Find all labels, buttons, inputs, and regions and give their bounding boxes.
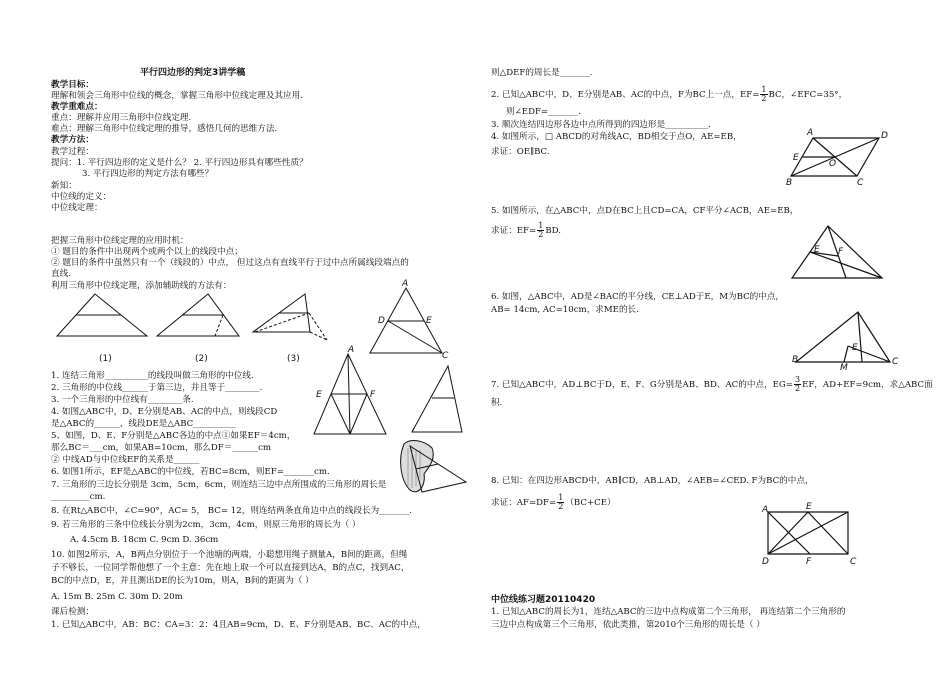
r-exercise-7c: 积. xyxy=(491,398,503,408)
figure-3-caption: (3) xyxy=(287,354,300,364)
exercise-5b: 那么BC＝___cm，如果AB=10cm，那么DF＝______cm xyxy=(51,443,272,453)
page-title: 平行四边形的判定3讲学稿 xyxy=(140,68,246,78)
pond-figure xyxy=(396,438,476,500)
fraction-denominator: 2 xyxy=(761,94,767,103)
aux-line-heading: 利用三角形中位线定理，添加辅助线的方法有： xyxy=(51,281,232,291)
post-test-heading: 课后检测： xyxy=(51,607,94,617)
exercise-7b: _________cm. xyxy=(51,492,106,502)
r-exercise-2 xyxy=(491,86,847,103)
exercise-3: 3. 一个三角形的中位线有________条. xyxy=(51,395,194,405)
fraction-half xyxy=(537,222,544,239)
fraction-numerator: 3 xyxy=(794,375,801,384)
label-a: A xyxy=(807,128,814,138)
r-exercise-7-text-b: EF，AD+EF=9cm，求△ABC面 xyxy=(802,380,933,390)
application-2-cont: 直线. xyxy=(51,269,71,279)
label-o: O xyxy=(829,159,837,169)
figure-2-caption: (2) xyxy=(195,354,208,364)
r-exercise-2c: 则∠EDF=_______. xyxy=(506,107,581,117)
trapezoid-figure xyxy=(760,500,860,574)
new-knowledge-label: 新知： xyxy=(51,181,77,191)
r-exercise-8-text-b: （BC+CE） xyxy=(565,498,616,508)
aux-line-figures xyxy=(55,292,345,362)
fraction-numerator: 1 xyxy=(538,221,544,230)
exercise-5a: 5、如图，D、E、F分别是△ABC各边的中点①如果EF＝4cm， xyxy=(51,431,296,441)
label-f: F xyxy=(370,390,376,400)
r-exercise-2-text: 2. 已知△ABC中，D、E分别是AB、AC的中点，F为BC上一点，EF= xyxy=(491,90,760,100)
r-exercise-7a xyxy=(491,376,933,393)
triangle-bc-figure xyxy=(388,348,468,438)
r-exercise-5a: 5. 如图所示，在△ABC中，点D在BC上且CD=CA，CF平分∠ACB，AE=EB， xyxy=(491,206,799,216)
label-e: E xyxy=(852,343,858,353)
exercise-7a: 7. 三角形的三边长分别是 3cm，5cm，6cm，则连结三边中点所围成的三角形的周长是 xyxy=(51,480,387,490)
label-e: E xyxy=(806,502,812,512)
label-d: D xyxy=(881,131,888,141)
r-exercise-7-text: 7. 已知△ABC中，AD⊥BC于D，E、F、G分别是AB、BD、AC的中点，EG= xyxy=(491,380,793,390)
label-b: B xyxy=(786,178,793,188)
r-exercise-8a: 8. 已知：在四边形ABCD中，AB∥CD，AB⊥AD，∠AEB=∠CED. F为BC的中点， xyxy=(491,476,814,486)
fraction-denominator: 2 xyxy=(538,230,544,239)
exercise-5c: ② 中线AD与中位线EF的关系是______ xyxy=(51,455,200,465)
fraction-numerator: 1 xyxy=(558,493,564,502)
exercise-8: 8. 在Rt△ABC中，∠C=90°，AC= 5， BC= 12，则连结两条直角边中点的线段长为_______. xyxy=(51,506,413,516)
goals-heading: 教学目标： xyxy=(51,80,94,90)
label-c: C xyxy=(857,178,864,188)
r-exercise-4b: 求证：OE∥BC. xyxy=(491,147,550,157)
exercise-2: 2. 三角形的中位线______于第三边，并且等于________. xyxy=(51,383,263,393)
key-point-text: 重点：理解并应用三角形中位线定理. xyxy=(51,113,192,123)
label-a: A xyxy=(348,345,355,355)
r-exercise-3: 3. 顺次连结四边形各边中点所得到的四边形是__________. xyxy=(491,120,711,130)
fraction-numerator: 1 xyxy=(761,85,767,94)
key-points-heading: 教学重难点： xyxy=(51,102,103,112)
fraction-half xyxy=(557,494,564,511)
exercise-9: 9. 若三角形的三条中位线长分别为2cm，3cm，4cm，则原三角形的周长为（ ） xyxy=(51,520,361,530)
post-test-1: 1. 已知△ABC中，AB：BC：CA=3：2：4且AB=9cm，D、E、F分别是AB、BC、AC的中点， xyxy=(51,620,426,630)
r-exercise-5-text-b: BD. xyxy=(545,226,561,236)
practice-title: 中位线练习题20110420 xyxy=(491,595,596,605)
practice-1a: 1. 已知△ABC的周长为1，连结△ABC的三边中点构成第二个三角形， 再连结第二个三角形的 xyxy=(491,607,846,617)
label-d: D xyxy=(378,316,385,326)
application-heading: 把握三角形中位线定理的应用时机： xyxy=(51,236,189,246)
triangle-def-figure xyxy=(310,346,390,440)
parallelogram-figure xyxy=(785,128,890,188)
angle-bisector-figure xyxy=(790,308,900,373)
goals-text: 理解和领会三角形中位线的概念，掌握三角形中位线定理及其应用. xyxy=(51,91,303,101)
exercise-10-options: A. 15m B. 25m C. 30m D. 20m xyxy=(51,592,183,602)
r-exercise-4a: 4. 如图所示，□ ABCD的对角线AC，BD相交于点O，AE=EB， xyxy=(491,132,742,142)
label-c: C xyxy=(442,351,449,361)
process-label: 教学过程： xyxy=(51,147,94,157)
method-heading: 教学方法： xyxy=(51,135,94,145)
figure-1-triangle xyxy=(57,294,147,336)
label-d: D xyxy=(762,557,769,567)
definition-label: 中位线的定义： xyxy=(51,192,112,202)
fraction-denominator: 2 xyxy=(794,384,801,393)
exercise-1: 1. 连结三角形__________的线段叫做三角形的中位线. xyxy=(51,371,254,381)
label-m: M xyxy=(840,363,848,373)
fraction-half xyxy=(760,86,767,103)
label-c: C xyxy=(850,557,857,567)
label-b: B xyxy=(792,355,799,365)
label-c: C xyxy=(892,357,899,367)
r-prev-continue: 则△DEF的周长是_______. xyxy=(491,68,593,78)
exercise-4a: 4. 如图△ABC中，D、E分别是AB、AC的中点，则线段CD xyxy=(51,407,278,417)
exercise-9-options: A. 4.5cm B. 18cm C. 9cm D. 36cm xyxy=(70,535,219,545)
application-1: ① 题目的条件中出现两个或两个以上的线段中点； xyxy=(51,247,243,257)
exercise-4b: 是△ABC的______，线段DE是△ABC__________ xyxy=(51,419,237,429)
label-a: A xyxy=(762,505,769,515)
label-f: F xyxy=(806,557,812,567)
r-exercise-5-text: 求证：EF= xyxy=(491,226,537,236)
r-exercise-5b xyxy=(491,222,561,239)
exercise-10c: BC的中点D，E，并且测出DE的长为10m，则A，B间的距离为（ ） xyxy=(51,576,314,586)
question-1: 提问：1. 平行四边形的定义是什么？ 2. 平行四边形具有哪些性质？ xyxy=(51,158,308,168)
r-exercise-6a: 6. 如图，△ABC中，AD是∠BAC的平分线，CE⊥AD于E，M为BC的中点， xyxy=(491,292,785,302)
label-a: A xyxy=(402,279,409,289)
label-e: E xyxy=(793,153,799,163)
r-exercise-6b: AB= 14cm, AC=10cm，求ME的长. xyxy=(491,305,639,315)
fraction-denominator: 2 xyxy=(558,502,564,511)
label-e: E xyxy=(814,245,820,255)
exercise-10b: 子不够长，一位同学帮他想了一个主意：先在地上取一个可以直接到达A，B的点C，找到AC， xyxy=(51,563,410,573)
fraction-three-halves xyxy=(794,376,801,393)
r-exercise-2-text-b: BC，∠EFC=35°， xyxy=(768,90,848,100)
r-exercise-8-text: 求证：AF=DF= xyxy=(491,498,557,508)
theorem-label: 中位线定理： xyxy=(51,203,103,213)
figure-3-triangle xyxy=(253,294,327,340)
bisector-triangle-figure xyxy=(788,222,888,284)
r-exercise-8b xyxy=(491,494,616,511)
practice-1b: 三边中点构成第三个三角形，依此类推，第2010个三角形的周长是（ ） xyxy=(491,620,765,630)
label-e: E xyxy=(316,390,322,400)
figure-1-caption: (1) xyxy=(99,354,112,364)
exercise-10a: 10. 如图2所示，A，B两点分别位于一个池塘的两端，小聪想用绳子测量A，B间的距离，但绳 xyxy=(51,550,408,560)
label-e: E xyxy=(426,316,432,326)
exercise-6: 6. 如图1所示，EF是△ABC的中位线，若BC=8cm，则EF=_______cm. xyxy=(51,467,330,477)
label-f: F xyxy=(838,247,844,257)
application-2: ② 题目的条件中虽然只有一个（线段的）中点， 但过这点有直线平行于过中点所属线段端点的 xyxy=(51,258,409,268)
difficulty-text: 难点：理解三角形中位线定理的推导，感悟几何的思维方法. xyxy=(51,124,278,134)
figure-2-triangle xyxy=(157,294,239,336)
question-3: 3. 平行四边形的判定方法有哪些？ xyxy=(82,169,214,179)
